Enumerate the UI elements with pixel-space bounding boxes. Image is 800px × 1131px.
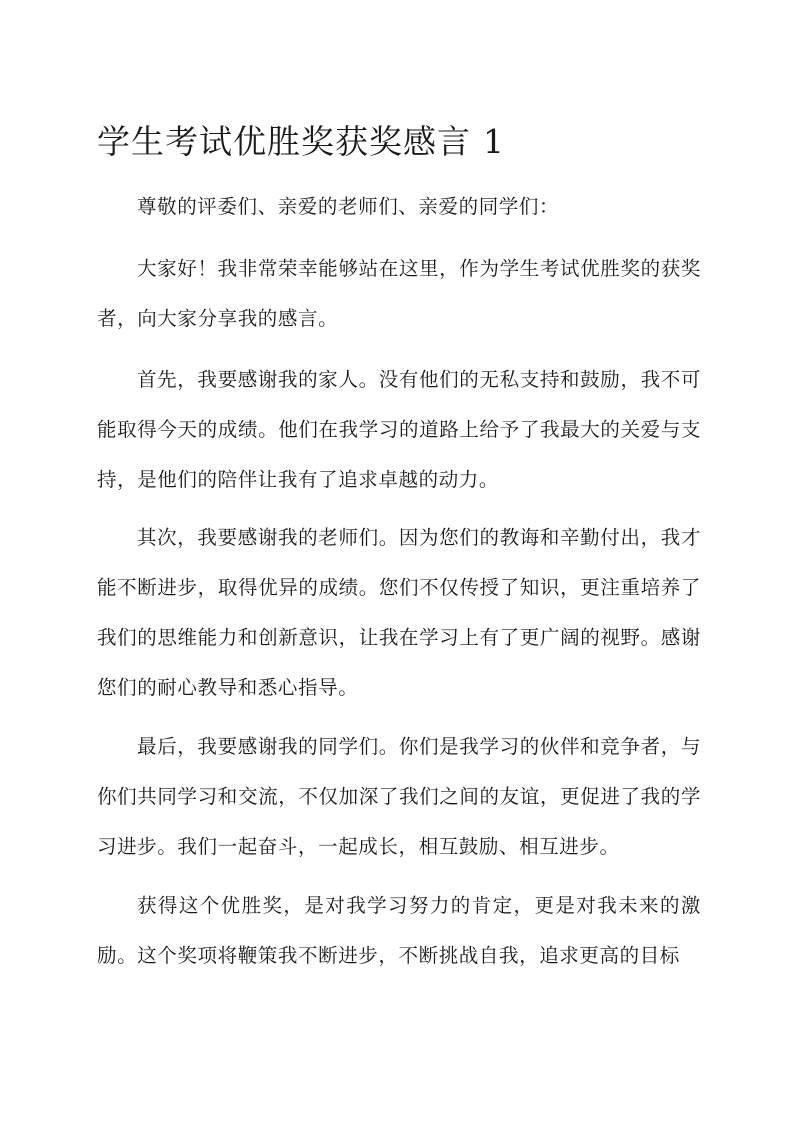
thanks-classmates-paragraph: 最后，我要感谢我的同学们。你们是我学习的伙伴和竞争者，与你们共同学习和交流，不仅加深了我们之间的友谊，更促进了我的学习进步。我们一起奋斗，一起成长，相互鼓励、相互进步。 bbox=[97, 735, 701, 858]
title-text: 学生考试优胜奖获奖感言 bbox=[97, 122, 471, 162]
title-number: 1 bbox=[483, 122, 505, 162]
salutation-paragraph: 尊敬的评委们、亲爱的老师们、亲爱的同学们： bbox=[137, 195, 560, 218]
document-title bbox=[97, 118, 505, 166]
award-meaning-paragraph: 获得这个优胜奖，是对我学习努力的肯定，更是对我未来的激励。这个奖项将鞭策我不断进步，不断挑战自我，追求更高的目标 bbox=[97, 894, 701, 967]
thanks-family-paragraph: 首先，我要感谢我的家人。没有他们的无私支持和鼓励，我不可能取得今天的成绩。他们在我学习的道路上给予了我最大的关爱与支持，是他们的陪伴让我有了追求卓越的动力。 bbox=[97, 368, 701, 491]
greeting-paragraph: 大家好！我非常荣幸能够站在这里，作为学生考试优胜奖的获奖者，向大家分享我的感言。 bbox=[97, 257, 701, 330]
thanks-teachers-paragraph: 其次，我要感谢我的老师们。因为您们的教诲和辛勤付出，我才能不断进步，取得优异的成绩。您们不仅传授了知识，更注重培养了我们的思维能力和创新意识，让我在学习上有了更广阔的视野。感谢您们的耐心教导和悉心指导。 bbox=[97, 526, 701, 699]
